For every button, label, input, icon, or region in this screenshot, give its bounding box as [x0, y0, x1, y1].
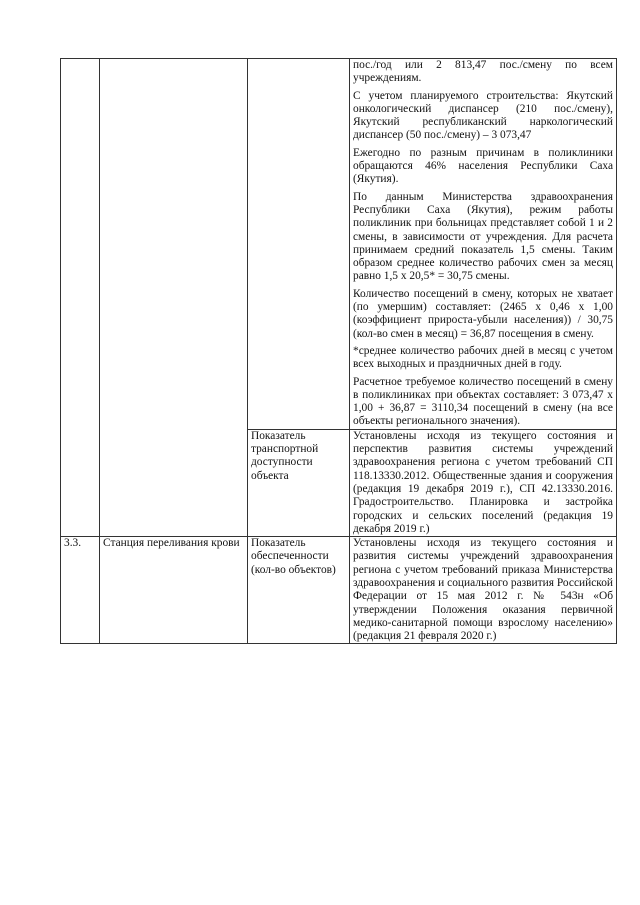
justification-paragraph: Ежегодно по разным причинам в поликлиники обращаются 46% населения Республики Саха (Якутия).: [353, 146, 613, 186]
table-row: [61, 59, 617, 430]
number-cell: [61, 59, 100, 537]
justification-cell: [350, 59, 617, 430]
table-row: [61, 537, 617, 644]
indicator-cell: Показатель обеспеченности (кол-во объектов): [248, 537, 350, 644]
object-name-cell: [100, 59, 248, 537]
indicator-cell: Показатель транспортной доступности объекта: [248, 429, 350, 536]
justification-cell: [350, 537, 617, 644]
justification-paragraph: Установлены исходя из текущего состояния и развития системы учреждений здравоохранения региона с учетом требований приказа Министерства здравоохранения и социального развития Российской Федерации от 15 мая 2012 г. № 543н «Об утверждении Положения оказания первичной медико-санитарной помощи взрослому населению» (редакция 21 февраля 2020 г.): [353, 537, 613, 643]
number-cell: 3.3.: [61, 537, 100, 644]
indicator-cell: [248, 59, 350, 430]
regulation-table: [60, 58, 617, 644]
justification-paragraph: пос./год или 2 813,47 пос./смену по всем учреждениям.: [353, 59, 613, 85]
justification-paragraph: Установлены исходя из текущего состояния и перспектив развития системы учреждений здравоохранения региона с учетом требований СП 118.13330.2012. Общественные здания и сооружения (редакция 19 декабря 2019 г.), СП 42.13330.2016. Градостроительство. Планировка и застройка городских и сельских поселений (редакция 19 декабря 2019 г.): [353, 429, 613, 535]
object-name-cell: Станция переливания крови: [100, 537, 248, 644]
justification-paragraph: Расчетное требуемое количество посещений в смену в поликлиниках при объектах составляет: 3 073,47 х 1,00 + 36,87 = 3110,34 посещений в смену (на все объекты регионального значения).: [353, 375, 613, 428]
justification-paragraph: По данным Министерства здравоохранения Республики Саха (Якутия), режим работы поликлиник при больницах представляет собой 1 и 2 смены, в зависимости от учреждения. Для расчета принимаем средний показатель 1,5 смены. Таким образом среднее количество рабочих смен за месяц равно 1,5 х 20,5* = 30,75 смены.: [353, 190, 613, 283]
justification-paragraph: Количество посещений в смену, которых не хватает (по умершим) составляет: (2465 х 0,46 х 1,00 (коэффициент прироста-убыли населения)) / 30,75 (кол-во смен в месяц) = 36,87 посещения в смену.: [353, 287, 613, 340]
justification-paragraph: *среднее количество рабочих дней в месяц с учетом всех выходных и праздничных дней в году.: [353, 344, 613, 371]
justification-paragraph: С учетом планируемого строительства: Якутский онкологический диспансер (210 пос./смену), Якутский республиканский наркологический диспансер (50 пос./смену) – 3 073,47: [353, 89, 613, 142]
justification-cell: [350, 429, 617, 536]
